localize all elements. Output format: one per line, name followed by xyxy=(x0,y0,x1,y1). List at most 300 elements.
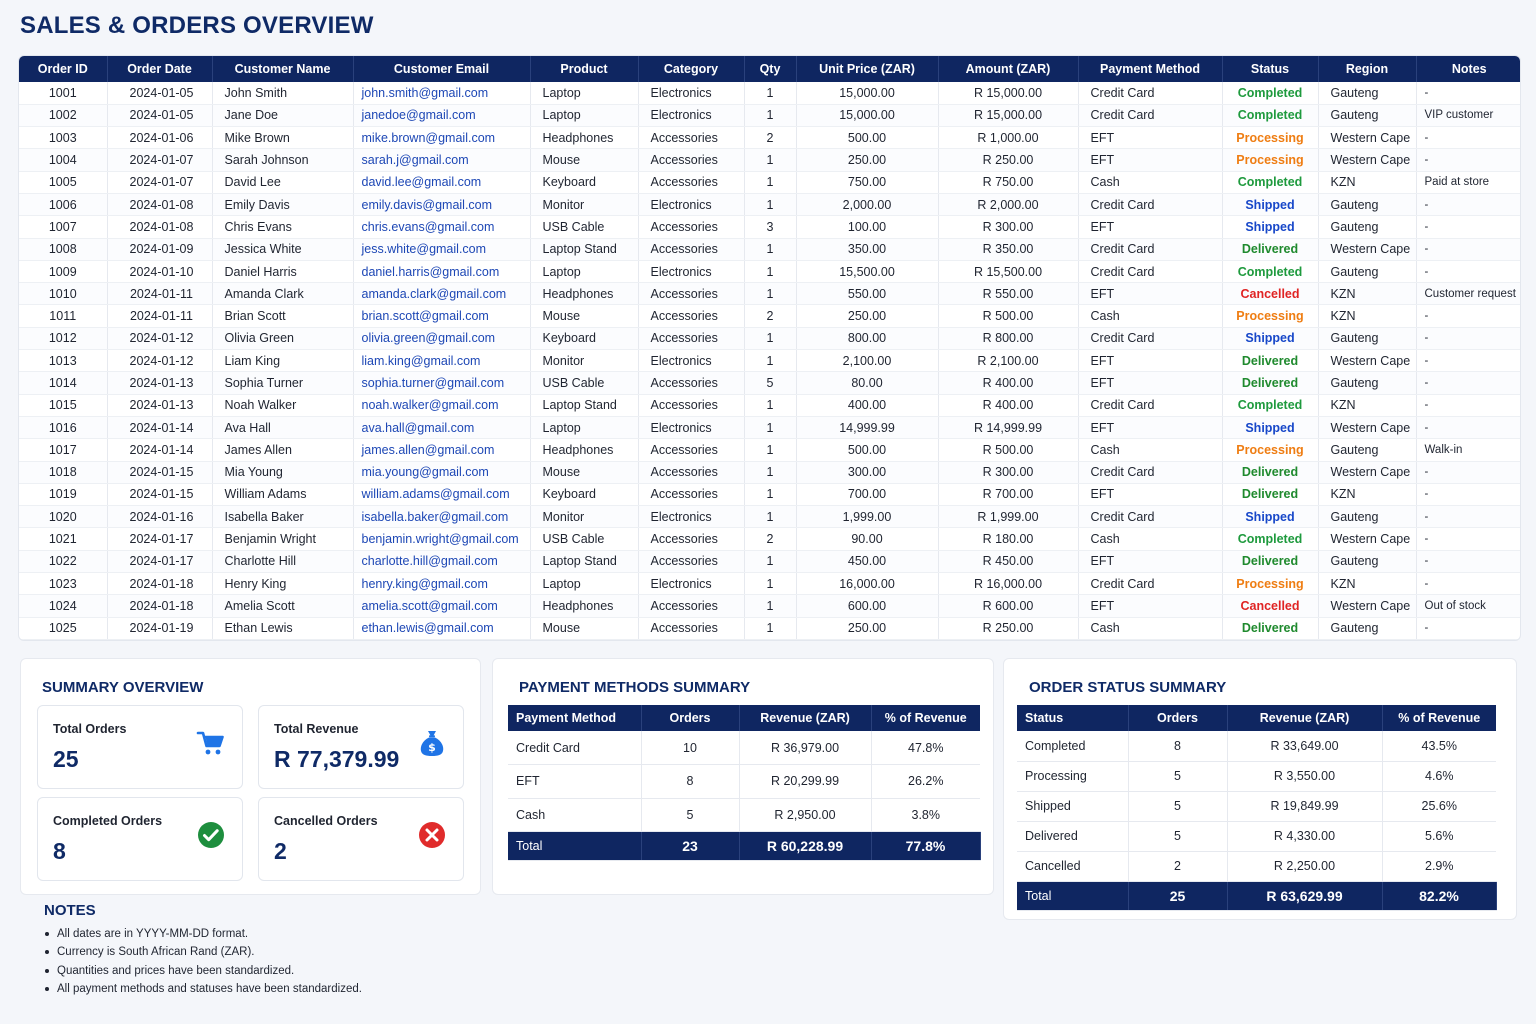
cell-customer-email[interactable]: sophia.turner@gmail.com xyxy=(353,372,530,394)
cell-customer-email[interactable]: mike.brown@gmail.com xyxy=(353,127,530,149)
cell-qty: 5 xyxy=(744,372,796,394)
total-orders-card[interactable] xyxy=(37,705,243,789)
cell-order-date: 2024-01-13 xyxy=(107,372,212,394)
cell-unit-price: 250.00 xyxy=(796,305,938,327)
table-row[interactable] xyxy=(19,260,1521,282)
cart-icon xyxy=(196,728,226,758)
cell-product: Headphones xyxy=(530,283,638,305)
status-row[interactable] xyxy=(1017,821,1496,851)
status-col-percent[interactable]: % of Revenue xyxy=(1382,705,1496,731)
cell-status: Completed xyxy=(1222,82,1318,104)
col-header-region[interactable]: Region xyxy=(1318,56,1416,82)
status-cell-orders: 8 xyxy=(1128,731,1227,761)
cell-notes: - xyxy=(1416,394,1521,416)
cell-customer-email[interactable]: sarah.j@gmail.com xyxy=(353,149,530,171)
cell-region: KZN xyxy=(1318,283,1416,305)
cell-order-date: 2024-01-06 xyxy=(107,127,212,149)
col-header-category[interactable]: Category xyxy=(638,56,744,82)
cell-notes: - xyxy=(1416,350,1521,372)
note-item: Currency is South African Rand (ZAR). xyxy=(44,943,362,961)
cell-qty: 1 xyxy=(744,461,796,483)
payment-col-percent[interactable]: % of Revenue xyxy=(871,705,980,731)
cell-region: KZN xyxy=(1318,573,1416,595)
table-row[interactable] xyxy=(19,573,1521,595)
cell-unit-price: 700.00 xyxy=(796,483,938,505)
cell-category: Electronics xyxy=(638,573,744,595)
col-header-customer-name[interactable]: Customer Name xyxy=(212,56,353,82)
cell-notes: - xyxy=(1416,82,1521,104)
payment-col-method[interactable]: Payment Method xyxy=(508,705,641,731)
table-row[interactable] xyxy=(19,550,1521,572)
cell-customer-name: Liam King xyxy=(212,350,353,372)
table-row[interactable] xyxy=(19,104,1521,126)
cell-notes: - xyxy=(1416,550,1521,572)
cell-status: Shipped xyxy=(1222,416,1318,438)
cell-qty: 1 xyxy=(744,439,796,461)
cell-notes: - xyxy=(1416,127,1521,149)
cell-notes: - xyxy=(1416,238,1521,260)
note-item: All payment methods and statuses have been standardized. xyxy=(44,980,362,998)
cell-category: Electronics xyxy=(638,506,744,528)
cell-customer-email[interactable]: jess.white@gmail.com xyxy=(353,238,530,260)
cell-order-id: 1007 xyxy=(19,216,107,238)
cell-payment-method: Credit Card xyxy=(1078,327,1222,349)
cell-order-id: 1020 xyxy=(19,506,107,528)
cell-qty: 2 xyxy=(744,305,796,327)
col-header-order-date[interactable]: Order Date xyxy=(107,56,212,82)
cell-order-date: 2024-01-12 xyxy=(107,350,212,372)
total-orders-value: 25 xyxy=(53,746,79,772)
cell-customer-name: Mia Young xyxy=(212,461,353,483)
cell-order-id: 1001 xyxy=(19,82,107,104)
cell-status: Delivered xyxy=(1222,372,1318,394)
status-cell-revenue: R 33,649.00 xyxy=(1227,731,1382,761)
col-header-status[interactable]: Status xyxy=(1222,56,1318,82)
table-row[interactable] xyxy=(19,305,1521,327)
cell-order-id: 1010 xyxy=(19,283,107,305)
col-header-unit-price[interactable]: Unit Price (ZAR) xyxy=(796,56,938,82)
table-row[interactable] xyxy=(19,617,1521,639)
status-cell-label: Cancelled xyxy=(1017,851,1128,881)
cell-unit-price: 80.00 xyxy=(796,372,938,394)
payment-total-revenue: R 60,228.99 xyxy=(739,832,871,861)
note-item: Quantities and prices have been standardized. xyxy=(44,962,362,980)
cell-amount: R 500.00 xyxy=(938,439,1078,461)
payment-row[interactable] xyxy=(508,765,980,799)
cell-customer-name: Chris Evans xyxy=(212,216,353,238)
cell-customer-email[interactable]: mia.young@gmail.com xyxy=(353,461,530,483)
status-cell-revenue: R 4,330.00 xyxy=(1227,821,1382,851)
payment-cell-orders: 5 xyxy=(641,798,739,832)
cell-customer-email[interactable]: isabella.baker@gmail.com xyxy=(353,506,530,528)
cell-region: Gauteng xyxy=(1318,327,1416,349)
cell-customer-name: Charlotte Hill xyxy=(212,550,353,572)
cell-product: Laptop Stand xyxy=(530,238,638,260)
table-row[interactable] xyxy=(19,416,1521,438)
col-header-qty[interactable]: Qty xyxy=(744,56,796,82)
cell-payment-method: Cash xyxy=(1078,528,1222,550)
payment-col-revenue[interactable]: Revenue (ZAR) xyxy=(739,705,871,731)
cell-order-date: 2024-01-07 xyxy=(107,171,212,193)
table-row[interactable] xyxy=(19,82,1521,104)
cell-unit-price: 15,000.00 xyxy=(796,104,938,126)
payment-cell-percent: 26.2% xyxy=(871,765,980,799)
cell-customer-email[interactable]: john.smith@gmail.com xyxy=(353,82,530,104)
cell-unit-price: 800.00 xyxy=(796,327,938,349)
cell-customer-email[interactable]: james.allen@gmail.com xyxy=(353,439,530,461)
cancelled-orders-label: Cancelled Orders xyxy=(274,814,378,828)
cell-region: Gauteng xyxy=(1318,260,1416,282)
payment-cell-revenue: R 20,299.99 xyxy=(739,765,871,799)
cell-category: Accessories xyxy=(638,439,744,461)
orders-table-container xyxy=(18,55,1521,641)
table-row[interactable] xyxy=(19,506,1521,528)
cell-unit-price: 550.00 xyxy=(796,283,938,305)
cell-notes: Walk-in xyxy=(1416,439,1521,461)
cell-order-id: 1002 xyxy=(19,104,107,126)
status-row[interactable] xyxy=(1017,791,1496,821)
cell-product: Laptop xyxy=(530,416,638,438)
cell-order-id: 1005 xyxy=(19,171,107,193)
cell-amount: R 500.00 xyxy=(938,305,1078,327)
status-cell-label: Completed xyxy=(1017,731,1128,761)
cell-payment-method: Credit Card xyxy=(1078,260,1222,282)
total-revenue-value: R 77,379.99 xyxy=(274,746,400,772)
cell-category: Accessories xyxy=(638,617,744,639)
cell-unit-price: 500.00 xyxy=(796,127,938,149)
col-header-notes[interactable]: Notes xyxy=(1416,56,1521,82)
cell-customer-name: Emily Davis xyxy=(212,193,353,215)
table-row[interactable] xyxy=(19,528,1521,550)
col-header-product[interactable]: Product xyxy=(530,56,638,82)
cell-amount: R 300.00 xyxy=(938,461,1078,483)
payment-cell-label: Credit Card xyxy=(508,731,641,765)
cell-product: USB Cable xyxy=(530,216,638,238)
cell-customer-email[interactable]: ava.hall@gmail.com xyxy=(353,416,530,438)
payment-total-row xyxy=(508,832,980,861)
cell-payment-method: Credit Card xyxy=(1078,193,1222,215)
cell-status: Shipped xyxy=(1222,193,1318,215)
cell-amount: R 1,999.00 xyxy=(938,506,1078,528)
cell-customer-name: Noah Walker xyxy=(212,394,353,416)
status-col-status[interactable]: Status xyxy=(1017,705,1128,731)
cell-customer-email[interactable]: chris.evans@gmail.com xyxy=(353,216,530,238)
cell-customer-email[interactable]: noah.walker@gmail.com xyxy=(353,394,530,416)
cell-order-id: 1023 xyxy=(19,573,107,595)
status-cell-label: Delivered xyxy=(1017,821,1128,851)
cell-notes: - xyxy=(1416,617,1521,639)
cell-amount: R 250.00 xyxy=(938,617,1078,639)
cell-amount: R 350.00 xyxy=(938,238,1078,260)
cell-order-id: 1025 xyxy=(19,617,107,639)
cell-notes: Customer request xyxy=(1416,283,1521,305)
cell-customer-email[interactable]: liam.king@gmail.com xyxy=(353,350,530,372)
cell-customer-name: Isabella Baker xyxy=(212,506,353,528)
cell-amount: R 800.00 xyxy=(938,327,1078,349)
cell-unit-price: 15,000.00 xyxy=(796,82,938,104)
cell-product: Headphones xyxy=(530,127,638,149)
cell-order-id: 1022 xyxy=(19,550,107,572)
cell-unit-price: 350.00 xyxy=(796,238,938,260)
cell-product: Keyboard xyxy=(530,171,638,193)
cell-region: KZN xyxy=(1318,305,1416,327)
cell-order-id: 1011 xyxy=(19,305,107,327)
status-cell-label: Shipped xyxy=(1017,791,1128,821)
cell-region: Gauteng xyxy=(1318,550,1416,572)
cell-unit-price: 1,999.00 xyxy=(796,506,938,528)
cell-customer-email[interactable]: benjamin.wright@gmail.com xyxy=(353,528,530,550)
cell-customer-name: Jessica White xyxy=(212,238,353,260)
cell-customer-name: James Allen xyxy=(212,439,353,461)
cell-amount: R 1,000.00 xyxy=(938,127,1078,149)
cell-status: Completed xyxy=(1222,260,1318,282)
notes-list xyxy=(44,925,362,998)
cell-order-date: 2024-01-15 xyxy=(107,483,212,505)
completed-orders-label: Completed Orders xyxy=(53,814,163,828)
payment-methods-panel xyxy=(492,658,994,895)
status-col-revenue[interactable]: Revenue (ZAR) xyxy=(1227,705,1382,731)
cell-product: Mouse xyxy=(530,305,638,327)
status-total-percent: 82.2% xyxy=(1382,881,1496,910)
cell-order-date: 2024-01-15 xyxy=(107,461,212,483)
cell-category: Accessories xyxy=(638,372,744,394)
status-header-row xyxy=(1017,705,1496,731)
cell-order-id: 1019 xyxy=(19,483,107,505)
status-cell-orders: 5 xyxy=(1128,791,1227,821)
cell-unit-price: 500.00 xyxy=(796,439,938,461)
cell-region: Gauteng xyxy=(1318,82,1416,104)
cell-payment-method: EFT xyxy=(1078,127,1222,149)
table-row[interactable] xyxy=(19,394,1521,416)
completed-orders-card[interactable] xyxy=(37,797,243,881)
cell-payment-method: EFT xyxy=(1078,216,1222,238)
cell-qty: 2 xyxy=(744,528,796,550)
cell-customer-name: William Adams xyxy=(212,483,353,505)
cell-qty: 1 xyxy=(744,350,796,372)
cell-status: Processing xyxy=(1222,439,1318,461)
cell-product: Laptop Stand xyxy=(530,550,638,572)
table-row[interactable] xyxy=(19,595,1521,617)
cell-status: Cancelled xyxy=(1222,595,1318,617)
table-row[interactable] xyxy=(19,216,1521,238)
payment-methods-table xyxy=(508,705,981,861)
cell-notes: - xyxy=(1416,372,1521,394)
table-row[interactable] xyxy=(19,149,1521,171)
status-cell-percent: 25.6% xyxy=(1382,791,1496,821)
cell-customer-email[interactable]: henry.king@gmail.com xyxy=(353,573,530,595)
cell-customer-email[interactable]: amanda.clark@gmail.com xyxy=(353,283,530,305)
cell-notes: - xyxy=(1416,483,1521,505)
cell-order-date: 2024-01-17 xyxy=(107,550,212,572)
cell-amount: R 550.00 xyxy=(938,283,1078,305)
cell-status: Completed xyxy=(1222,104,1318,126)
cell-category: Accessories xyxy=(638,461,744,483)
cell-payment-method: Credit Card xyxy=(1078,104,1222,126)
cell-status: Completed xyxy=(1222,394,1318,416)
total-revenue-label: Total Revenue xyxy=(274,722,359,736)
cell-region: Gauteng xyxy=(1318,506,1416,528)
payment-row[interactable] xyxy=(508,731,980,765)
status-row[interactable] xyxy=(1017,731,1496,761)
status-cell-label: Processing xyxy=(1017,761,1128,791)
cell-payment-method: EFT xyxy=(1078,372,1222,394)
cell-product: Monitor xyxy=(530,506,638,528)
cell-order-id: 1021 xyxy=(19,528,107,550)
cell-qty: 1 xyxy=(744,506,796,528)
cell-order-date: 2024-01-14 xyxy=(107,416,212,438)
cell-payment-method: Cash xyxy=(1078,305,1222,327)
cell-region: Gauteng xyxy=(1318,617,1416,639)
status-cell-orders: 5 xyxy=(1128,761,1227,791)
cell-payment-method: Cash xyxy=(1078,617,1222,639)
status-row[interactable] xyxy=(1017,761,1496,791)
table-row[interactable] xyxy=(19,483,1521,505)
col-header-customer-email[interactable]: Customer Email xyxy=(353,56,530,82)
table-row[interactable] xyxy=(19,327,1521,349)
col-header-order-id[interactable]: Order ID xyxy=(19,56,107,82)
summary-overview-title: SUMMARY OVERVIEW xyxy=(42,679,204,696)
table-row[interactable] xyxy=(19,372,1521,394)
cell-unit-price: 90.00 xyxy=(796,528,938,550)
cell-payment-method: Credit Card xyxy=(1078,506,1222,528)
payment-col-orders[interactable]: Orders xyxy=(641,705,739,731)
col-header-payment-method[interactable]: Payment Method xyxy=(1078,56,1222,82)
cell-order-id: 1018 xyxy=(19,461,107,483)
table-row[interactable] xyxy=(19,171,1521,193)
order-status-title: ORDER STATUS SUMMARY xyxy=(1029,679,1227,696)
status-cell-percent: 5.6% xyxy=(1382,821,1496,851)
cell-product: Laptop xyxy=(530,573,638,595)
cell-customer-name: Amanda Clark xyxy=(212,283,353,305)
completed-orders-value: 8 xyxy=(53,838,66,864)
cell-category: Accessories xyxy=(638,149,744,171)
cell-customer-email[interactable]: janedoe@gmail.com xyxy=(353,104,530,126)
status-total-row xyxy=(1017,881,1496,910)
payment-methods-body xyxy=(508,731,980,861)
cell-product: Monitor xyxy=(530,193,638,215)
status-col-orders[interactable]: Orders xyxy=(1128,705,1227,731)
cell-payment-method: Cash xyxy=(1078,171,1222,193)
cell-order-id: 1013 xyxy=(19,350,107,372)
cell-customer-email[interactable]: david.lee@gmail.com xyxy=(353,171,530,193)
cell-amount: R 450.00 xyxy=(938,550,1078,572)
cell-payment-method: Credit Card xyxy=(1078,573,1222,595)
orders-table xyxy=(19,56,1521,640)
cell-unit-price: 250.00 xyxy=(796,617,938,639)
cell-customer-email[interactable]: daniel.harris@gmail.com xyxy=(353,260,530,282)
cell-payment-method: EFT xyxy=(1078,149,1222,171)
cell-order-date: 2024-01-05 xyxy=(107,82,212,104)
cell-notes: - xyxy=(1416,416,1521,438)
cell-unit-price: 14,999.99 xyxy=(796,416,938,438)
cell-qty: 1 xyxy=(744,617,796,639)
check-circle-icon xyxy=(196,820,226,850)
cell-qty: 1 xyxy=(744,550,796,572)
cell-order-id: 1015 xyxy=(19,394,107,416)
cell-amount: R 250.00 xyxy=(938,149,1078,171)
cell-status: Processing xyxy=(1222,573,1318,595)
cell-customer-email[interactable]: olivia.green@gmail.com xyxy=(353,327,530,349)
payment-cell-orders: 8 xyxy=(641,765,739,799)
cell-product: USB Cable xyxy=(530,528,638,550)
cell-region: Western Cape xyxy=(1318,528,1416,550)
cell-amount: R 400.00 xyxy=(938,372,1078,394)
cell-order-date: 2024-01-08 xyxy=(107,216,212,238)
cell-region: Western Cape xyxy=(1318,416,1416,438)
cell-amount: R 700.00 xyxy=(938,483,1078,505)
cell-order-date: 2024-01-09 xyxy=(107,238,212,260)
cell-status: Processing xyxy=(1222,305,1318,327)
cell-status: Cancelled xyxy=(1222,283,1318,305)
cell-region: KZN xyxy=(1318,171,1416,193)
payment-cell-orders: 10 xyxy=(641,731,739,765)
status-total-revenue: R 63,629.99 xyxy=(1227,881,1382,910)
cancelled-orders-card[interactable] xyxy=(258,797,464,881)
cell-status: Delivered xyxy=(1222,617,1318,639)
cell-category: Electronics xyxy=(638,416,744,438)
col-header-amount[interactable]: Amount (ZAR) xyxy=(938,56,1078,82)
cell-amount: R 15,000.00 xyxy=(938,104,1078,126)
cell-customer-email[interactable]: brian.scott@gmail.com xyxy=(353,305,530,327)
cell-order-date: 2024-01-16 xyxy=(107,506,212,528)
cell-qty: 1 xyxy=(744,193,796,215)
cell-customer-email[interactable]: charlotte.hill@gmail.com xyxy=(353,550,530,572)
svg-text:$: $ xyxy=(428,741,436,754)
total-revenue-card[interactable] xyxy=(258,705,464,789)
cell-order-date: 2024-01-18 xyxy=(107,573,212,595)
table-row[interactable] xyxy=(19,238,1521,260)
cell-category: Accessories xyxy=(638,305,744,327)
cell-notes: Paid at store xyxy=(1416,171,1521,193)
cell-notes: - xyxy=(1416,149,1521,171)
cell-category: Accessories xyxy=(638,528,744,550)
cell-qty: 2 xyxy=(744,127,796,149)
payment-cell-percent: 47.8% xyxy=(871,731,980,765)
table-row[interactable] xyxy=(19,350,1521,372)
cell-qty: 1 xyxy=(744,260,796,282)
cell-product: Headphones xyxy=(530,439,638,461)
payment-cell-label: Cash xyxy=(508,798,641,832)
cell-customer-email[interactable]: ethan.lewis@gmail.com xyxy=(353,617,530,639)
cell-product: Mouse xyxy=(530,149,638,171)
cell-customer-email[interactable]: amelia.scott@gmail.com xyxy=(353,595,530,617)
cell-region: KZN xyxy=(1318,483,1416,505)
table-row[interactable] xyxy=(19,193,1521,215)
table-row[interactable] xyxy=(19,283,1521,305)
table-row[interactable] xyxy=(19,127,1521,149)
cell-category: Electronics xyxy=(638,104,744,126)
cell-qty: 1 xyxy=(744,595,796,617)
cell-order-date: 2024-01-11 xyxy=(107,305,212,327)
cell-order-date: 2024-01-13 xyxy=(107,394,212,416)
status-row[interactable] xyxy=(1017,851,1496,881)
cell-qty: 1 xyxy=(744,104,796,126)
status-cell-percent: 2.9% xyxy=(1382,851,1496,881)
cell-customer-email[interactable]: emily.davis@gmail.com xyxy=(353,193,530,215)
table-row[interactable] xyxy=(19,461,1521,483)
notes-title: NOTES xyxy=(44,902,96,919)
cell-order-id: 1003 xyxy=(19,127,107,149)
table-row[interactable] xyxy=(19,439,1521,461)
cell-payment-method: EFT xyxy=(1078,416,1222,438)
payment-row[interactable] xyxy=(508,798,980,832)
cell-product: USB Cable xyxy=(530,372,638,394)
cell-payment-method: Credit Card xyxy=(1078,461,1222,483)
cell-customer-email[interactable]: william.adams@gmail.com xyxy=(353,483,530,505)
cell-customer-name: Jane Doe xyxy=(212,104,353,126)
order-status-table xyxy=(1017,705,1497,911)
cell-unit-price: 15,500.00 xyxy=(796,260,938,282)
